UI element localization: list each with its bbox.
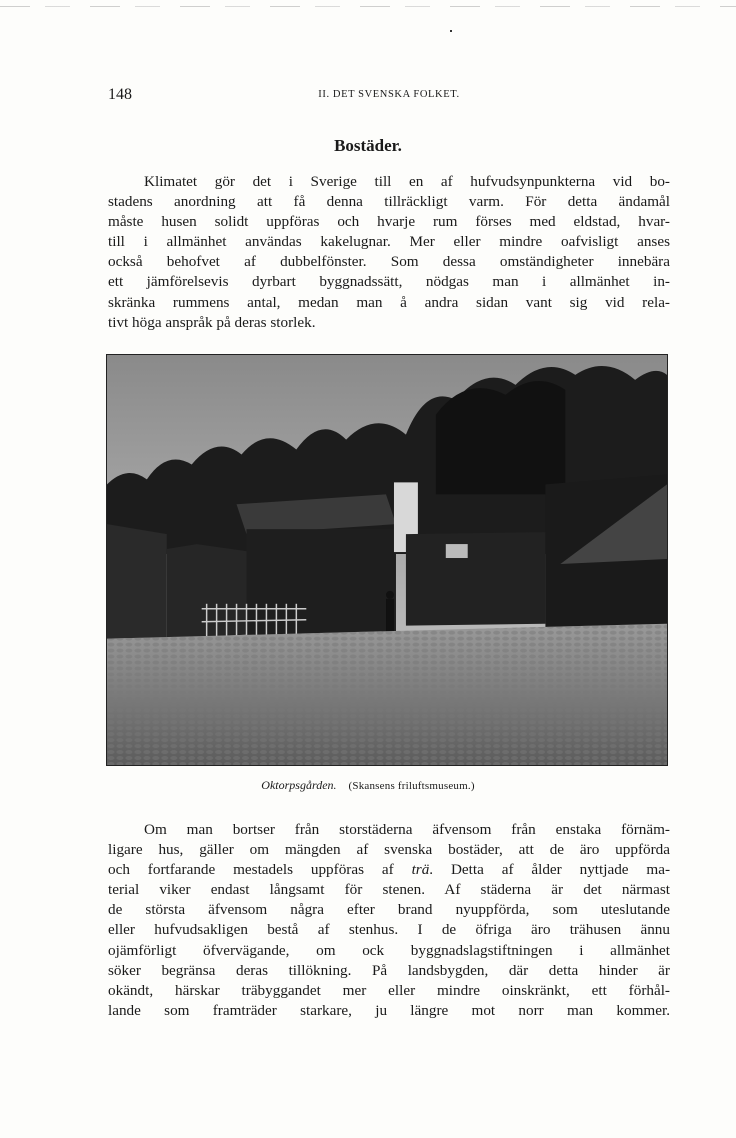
text-line: okändt, härskar träbyggandet mer eller mindre oinskränkt, ett förhål- (108, 981, 670, 999)
chapter-title: II. DET SVENSKA FOLKET. (318, 89, 460, 100)
photo-illustration (107, 355, 667, 765)
emphasized-word: trä (411, 861, 430, 879)
text-line: måste husen solidt uppföras och hvarje rum förses med eldstad, hvar- (108, 213, 670, 231)
running-head (108, 86, 670, 106)
text-segment: . Detta af ålder nyttjade ma- (429, 861, 671, 879)
text-line: stadens anordning att få denna tillräckligt varm. För detta ändamål (108, 193, 670, 211)
text-line: söker begränsa deras tillökning. På landsbygden, där detta hinder är (108, 961, 670, 979)
text-line: de största äfvensom några efter brand nyuppförda, som uteslutande (108, 901, 670, 919)
section-heading: Bostäder. (334, 136, 402, 155)
paragraph-2 (108, 820, 670, 1021)
text-segment: och fortfarande mestadels uppföras af (108, 861, 412, 879)
text-line: ett jämförelsevis dyrbart byggnadssätt, nödgas man i allmänhet in- (108, 273, 670, 291)
text-line: Om man bortser från storstäderna äfvensom från enstaka förnäm- (144, 821, 670, 838)
page-number: 148 (108, 86, 132, 103)
text-line: terial viker endast långsamt för stenen. Af städerna är det närmast (108, 881, 670, 899)
text-line: tivt höga anspråk på deras storlek. (108, 313, 316, 331)
text-line: också behofvet af dubbelfönster. Som dessa omständigheter innebära (108, 253, 670, 271)
text-line: lande som framträder starkare, ju längre mot norr man kommer. (108, 1001, 670, 1019)
farmstead-photograph (106, 354, 668, 766)
text-line: eller hufvudsakligen bestå af stenhus. I de öfriga äro trähusen ännu (108, 921, 670, 939)
text-line: ligare hus, gäller om mängden af svenska bostäder, att de äro uppförda (108, 841, 670, 859)
text-line: skränka rummens antal, medan man å andra sidan vant sig vid rela- (108, 293, 670, 311)
scan-speck (450, 30, 452, 32)
text-line: ojämförligt öfvervägande, om ock byggnadslagstiftningen i allmänhet (108, 941, 670, 959)
paragraph-1 (108, 172, 670, 333)
text-line: Klimatet gör det i Sverige till en af hufvudsynpunkterna vid bo- (144, 173, 670, 190)
caption-source: (Skansens friluftsmuseum.) (348, 780, 475, 792)
figure-caption (0, 778, 736, 793)
caption-title: Oktorpsgården. (261, 778, 337, 792)
text-line: till i allmänhet användas kakelugnar. Mer eller mindre oafvisligt anses (108, 233, 670, 251)
text-line-with-emphasis (108, 860, 670, 880)
scan-edge-line (0, 6, 736, 7)
